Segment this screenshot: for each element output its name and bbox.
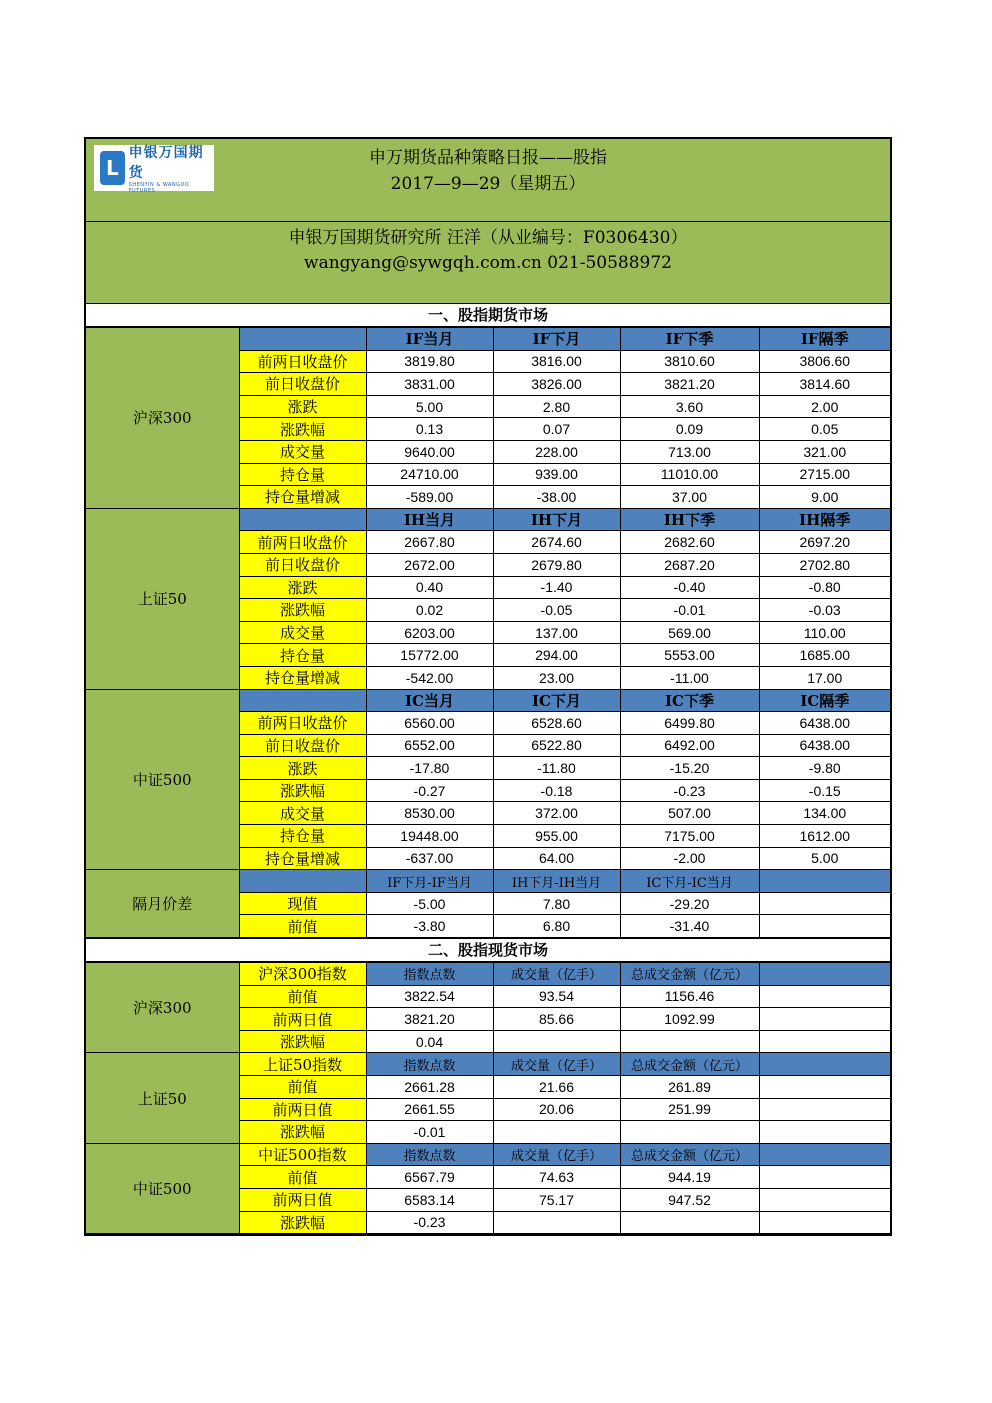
value-cell: 0.40 xyxy=(366,576,493,599)
value-cell: 2687.20 xyxy=(620,553,759,576)
value-cell: 15772.00 xyxy=(366,644,493,667)
spread-column-header: IC下月-IC当月 xyxy=(620,870,759,893)
row-label: 持仓量增减 xyxy=(239,666,366,689)
spot-column-header: 指数点数 xyxy=(366,1053,493,1076)
value-cell: 19448.00 xyxy=(366,825,493,848)
value-cell: 17.00 xyxy=(759,666,890,689)
value-cell: -1.40 xyxy=(493,576,620,599)
value-cell: 93.54 xyxy=(493,985,620,1008)
value-cell: 6438.00 xyxy=(759,712,890,735)
value-cell: 0.02 xyxy=(366,599,493,622)
value-cell xyxy=(759,1030,890,1053)
report-sheet xyxy=(84,137,892,1236)
row-label: 持仓量 xyxy=(239,825,366,848)
value-cell: 2697.20 xyxy=(759,531,890,554)
logo-name: 申银万国期货 xyxy=(128,145,204,181)
value-cell: 2674.60 xyxy=(493,531,620,554)
value-cell: -542.00 xyxy=(366,666,493,689)
value-cell: 7.80 xyxy=(493,892,620,915)
value-cell: 2679.80 xyxy=(493,553,620,576)
spot-column-header: 总成交金额（亿元） xyxy=(620,1143,759,1166)
spread-header-row xyxy=(86,870,890,893)
value-cell: 261.89 xyxy=(620,1076,759,1099)
value-cell: -3.80 xyxy=(366,915,493,938)
value-cell: 2.80 xyxy=(493,395,620,418)
value-cell: 23.00 xyxy=(493,666,620,689)
value-cell: 137.00 xyxy=(493,621,620,644)
value-cell xyxy=(759,915,890,938)
row-label: 前两日收盘价 xyxy=(239,712,366,735)
value-cell xyxy=(493,1211,620,1234)
row-label: 涨跌幅 xyxy=(239,1121,366,1144)
value-cell: 6203.00 xyxy=(366,621,493,644)
value-cell: -0.27 xyxy=(366,779,493,802)
value-cell: 6522.80 xyxy=(493,734,620,757)
header-blank-cell xyxy=(239,870,366,893)
spot-column-header xyxy=(759,963,890,986)
value-cell: 1092.99 xyxy=(620,1008,759,1031)
value-cell: -38.00 xyxy=(493,486,620,509)
contract-header-row xyxy=(86,689,890,712)
value-cell: 6438.00 xyxy=(759,734,890,757)
value-cell: 2667.80 xyxy=(366,531,493,554)
futures-table xyxy=(86,327,890,938)
value-cell: 3821.20 xyxy=(620,373,759,396)
spot-column-header: 指数点数 xyxy=(366,963,493,986)
contract-column-header: IC隔季 xyxy=(759,689,890,712)
market-group-label: 沪深300 xyxy=(86,328,239,509)
spread-group-label: 隔月价差 xyxy=(86,870,239,938)
market-group-label: 沪深300 xyxy=(86,963,239,1053)
row-label: 前日收盘价 xyxy=(239,734,366,757)
row-label: 前值 xyxy=(239,985,366,1008)
value-cell: 9.00 xyxy=(759,486,890,509)
value-cell xyxy=(759,892,890,915)
value-cell: 134.00 xyxy=(759,802,890,825)
value-cell xyxy=(493,1121,620,1144)
value-cell xyxy=(759,1008,890,1031)
value-cell xyxy=(759,1076,890,1099)
value-cell: -0.03 xyxy=(759,599,890,622)
value-cell: 20.06 xyxy=(493,1098,620,1121)
value-cell: 64.00 xyxy=(493,847,620,870)
contract-column-header: IH下季 xyxy=(620,508,759,531)
index-header-row xyxy=(86,1053,890,1076)
report-header xyxy=(86,139,890,222)
row-label: 前日收盘价 xyxy=(239,553,366,576)
index-header-row xyxy=(86,1143,890,1166)
value-cell: 6552.00 xyxy=(366,734,493,757)
value-cell: 6499.80 xyxy=(620,712,759,735)
header-blank-cell xyxy=(239,508,366,531)
spot-column-header: 总成交金额（亿元） xyxy=(620,1053,759,1076)
value-cell: 0.05 xyxy=(759,418,890,441)
contract-column-header: IF当月 xyxy=(366,328,493,351)
logo-english-name: SHENYIN & WANGUO FUTURES xyxy=(128,182,190,194)
row-label: 前值 xyxy=(239,1166,366,1189)
contract-column-header: IH下月 xyxy=(493,508,620,531)
value-cell: 1156.46 xyxy=(620,985,759,1008)
contract-column-header: IH当月 xyxy=(366,508,493,531)
value-cell: 3831.00 xyxy=(366,373,493,396)
row-label: 前两日收盘价 xyxy=(239,350,366,373)
row-label: 持仓量 xyxy=(239,644,366,667)
value-cell: 3826.00 xyxy=(493,373,620,396)
value-cell: 6492.00 xyxy=(620,734,759,757)
contract-header-row xyxy=(86,508,890,531)
value-cell xyxy=(759,985,890,1008)
value-cell: -2.00 xyxy=(620,847,759,870)
value-cell: 5.00 xyxy=(759,847,890,870)
value-cell: 3816.00 xyxy=(493,350,620,373)
value-cell: 0.07 xyxy=(493,418,620,441)
contract-column-header: IH隔季 xyxy=(759,508,890,531)
value-cell: 6528.60 xyxy=(493,712,620,735)
market-group-label: 上证50 xyxy=(86,1053,239,1143)
spot-column-header: 成交量（亿手） xyxy=(493,1053,620,1076)
row-label: 涨跌幅 xyxy=(239,1030,366,1053)
value-cell: 8530.00 xyxy=(366,802,493,825)
row-label: 持仓量 xyxy=(239,463,366,486)
contract-column-header: IC当月 xyxy=(366,689,493,712)
row-label: 成交量 xyxy=(239,621,366,644)
index-header-row xyxy=(86,963,890,986)
value-cell: 11010.00 xyxy=(620,463,759,486)
market-group-label: 上证50 xyxy=(86,508,239,689)
value-cell: 2.00 xyxy=(759,395,890,418)
value-cell: 85.66 xyxy=(493,1008,620,1031)
spot-table xyxy=(86,962,890,1234)
value-cell: -29.20 xyxy=(620,892,759,915)
value-cell: 3806.60 xyxy=(759,350,890,373)
value-cell: 5553.00 xyxy=(620,644,759,667)
spread-column-header: IF下月-IF当月 xyxy=(366,870,493,893)
value-cell: -0.23 xyxy=(620,779,759,802)
value-cell: 3810.60 xyxy=(620,350,759,373)
contract-column-header: IF隔季 xyxy=(759,328,890,351)
value-cell xyxy=(493,1030,620,1053)
value-cell xyxy=(759,1098,890,1121)
value-cell: 947.52 xyxy=(620,1188,759,1211)
value-cell: 3.60 xyxy=(620,395,759,418)
spot-column-header: 成交量（亿手） xyxy=(493,963,620,986)
value-cell: 0.09 xyxy=(620,418,759,441)
value-cell: 0.13 xyxy=(366,418,493,441)
value-cell: 955.00 xyxy=(493,825,620,848)
value-cell: 3822.54 xyxy=(366,985,493,1008)
row-label: 现值 xyxy=(239,892,366,915)
value-cell: 372.00 xyxy=(493,802,620,825)
value-cell: -0.80 xyxy=(759,576,890,599)
value-cell: -589.00 xyxy=(366,486,493,509)
value-cell: 713.00 xyxy=(620,440,759,463)
value-cell xyxy=(759,1211,890,1234)
value-cell xyxy=(759,1166,890,1189)
row-label: 涨跌 xyxy=(239,757,366,780)
value-cell: 75.17 xyxy=(493,1188,620,1211)
spot-column-header xyxy=(759,1053,890,1076)
value-cell: 6560.00 xyxy=(366,712,493,735)
logo-icon: L xyxy=(100,151,125,185)
row-label: 涨跌幅 xyxy=(239,779,366,802)
contract-column-header: IF下季 xyxy=(620,328,759,351)
row-label: 前值 xyxy=(239,915,366,938)
value-cell: -17.80 xyxy=(366,757,493,780)
value-cell: -15.20 xyxy=(620,757,759,780)
value-cell xyxy=(620,1211,759,1234)
row-label: 前两日收盘价 xyxy=(239,531,366,554)
report-title: 申万期货品种策略日报——股指 xyxy=(369,148,607,168)
value-cell: -5.00 xyxy=(366,892,493,915)
report-date: 2017—9—29（星期五） xyxy=(390,174,586,194)
value-cell: -637.00 xyxy=(366,847,493,870)
spot-column-header: 指数点数 xyxy=(366,1143,493,1166)
spot-section-title: 二、股指现货市场 xyxy=(86,938,890,962)
value-cell xyxy=(620,1121,759,1144)
row-label: 持仓量增减 xyxy=(239,486,366,509)
author-block xyxy=(86,222,890,304)
value-cell: 2682.60 xyxy=(620,531,759,554)
value-cell: -0.15 xyxy=(759,779,890,802)
value-cell: 2661.28 xyxy=(366,1076,493,1099)
spot-column-header xyxy=(759,1143,890,1166)
row-label: 成交量 xyxy=(239,440,366,463)
value-cell: 251.99 xyxy=(620,1098,759,1121)
value-cell: 24710.00 xyxy=(366,463,493,486)
value-cell: 6.80 xyxy=(493,915,620,938)
value-cell: 21.66 xyxy=(493,1076,620,1099)
value-cell: 2715.00 xyxy=(759,463,890,486)
value-cell: 6583.14 xyxy=(366,1188,493,1211)
value-cell: 6567.79 xyxy=(366,1166,493,1189)
value-cell: -0.01 xyxy=(620,599,759,622)
market-group-label: 中证500 xyxy=(86,689,239,870)
value-cell: 5.00 xyxy=(366,395,493,418)
value-cell: -9.80 xyxy=(759,757,890,780)
spread-column-header: IH下月-IH当月 xyxy=(493,870,620,893)
value-cell: 2672.00 xyxy=(366,553,493,576)
value-cell: 1612.00 xyxy=(759,825,890,848)
row-label: 涨跌 xyxy=(239,395,366,418)
value-cell: 110.00 xyxy=(759,621,890,644)
value-cell: 944.19 xyxy=(620,1166,759,1189)
futures-section-title: 一、股指期货市场 xyxy=(86,304,890,327)
value-cell: 507.00 xyxy=(620,802,759,825)
value-cell: 3814.60 xyxy=(759,373,890,396)
value-cell: 74.63 xyxy=(493,1166,620,1189)
value-cell: 294.00 xyxy=(493,644,620,667)
contract-column-header: IC下月 xyxy=(493,689,620,712)
author-line: 申银万国期货研究所 汪洋（从业编号：F0306430） xyxy=(288,228,688,248)
row-label: 前值 xyxy=(239,1076,366,1099)
row-label: 涨跌 xyxy=(239,576,366,599)
value-cell xyxy=(620,1030,759,1053)
value-cell: 939.00 xyxy=(493,463,620,486)
value-cell: -0.05 xyxy=(493,599,620,622)
index-label: 沪深300指数 xyxy=(239,963,366,986)
value-cell: -0.40 xyxy=(620,576,759,599)
value-cell xyxy=(759,1188,890,1211)
value-cell: 321.00 xyxy=(759,440,890,463)
value-cell: 228.00 xyxy=(493,440,620,463)
spread-column-header xyxy=(759,870,890,893)
market-group-label: 中证500 xyxy=(86,1143,239,1233)
index-label: 中证500指数 xyxy=(239,1143,366,1166)
value-cell: 9640.00 xyxy=(366,440,493,463)
header-blank-cell xyxy=(239,328,366,351)
row-label: 前两日值 xyxy=(239,1008,366,1031)
header-blank-cell xyxy=(239,689,366,712)
value-cell: -31.40 xyxy=(620,915,759,938)
contract-header-row xyxy=(86,328,890,351)
row-label: 前日收盘价 xyxy=(239,373,366,396)
value-cell: 3821.20 xyxy=(366,1008,493,1031)
row-label: 成交量 xyxy=(239,802,366,825)
value-cell: 7175.00 xyxy=(620,825,759,848)
value-cell: 569.00 xyxy=(620,621,759,644)
value-cell: -0.23 xyxy=(366,1211,493,1234)
value-cell: 1685.00 xyxy=(759,644,890,667)
value-cell: 2702.80 xyxy=(759,553,890,576)
contact-line: wangyang@sywgqh.com.cn 021-50588972 xyxy=(304,253,672,273)
index-label: 上证50指数 xyxy=(239,1053,366,1076)
value-cell: 37.00 xyxy=(620,486,759,509)
value-cell: -0.01 xyxy=(366,1121,493,1144)
row-label: 涨跌幅 xyxy=(239,418,366,441)
row-label: 涨跌幅 xyxy=(239,599,366,622)
spot-column-header: 总成交金额（亿元） xyxy=(620,963,759,986)
value-cell: 0.04 xyxy=(366,1030,493,1053)
value-cell xyxy=(759,1121,890,1144)
value-cell: -11.80 xyxy=(493,757,620,780)
contract-column-header: IF下月 xyxy=(493,328,620,351)
row-label: 持仓量增减 xyxy=(239,847,366,870)
contract-column-header: IC下季 xyxy=(620,689,759,712)
value-cell: -11.00 xyxy=(620,666,759,689)
value-cell: -0.18 xyxy=(493,779,620,802)
spot-column-header: 成交量（亿手） xyxy=(493,1143,620,1166)
value-cell: 2661.55 xyxy=(366,1098,493,1121)
value-cell: 3819.80 xyxy=(366,350,493,373)
row-label: 前两日值 xyxy=(239,1188,366,1211)
row-label: 前两日值 xyxy=(239,1098,366,1121)
row-label: 涨跌幅 xyxy=(239,1211,366,1234)
